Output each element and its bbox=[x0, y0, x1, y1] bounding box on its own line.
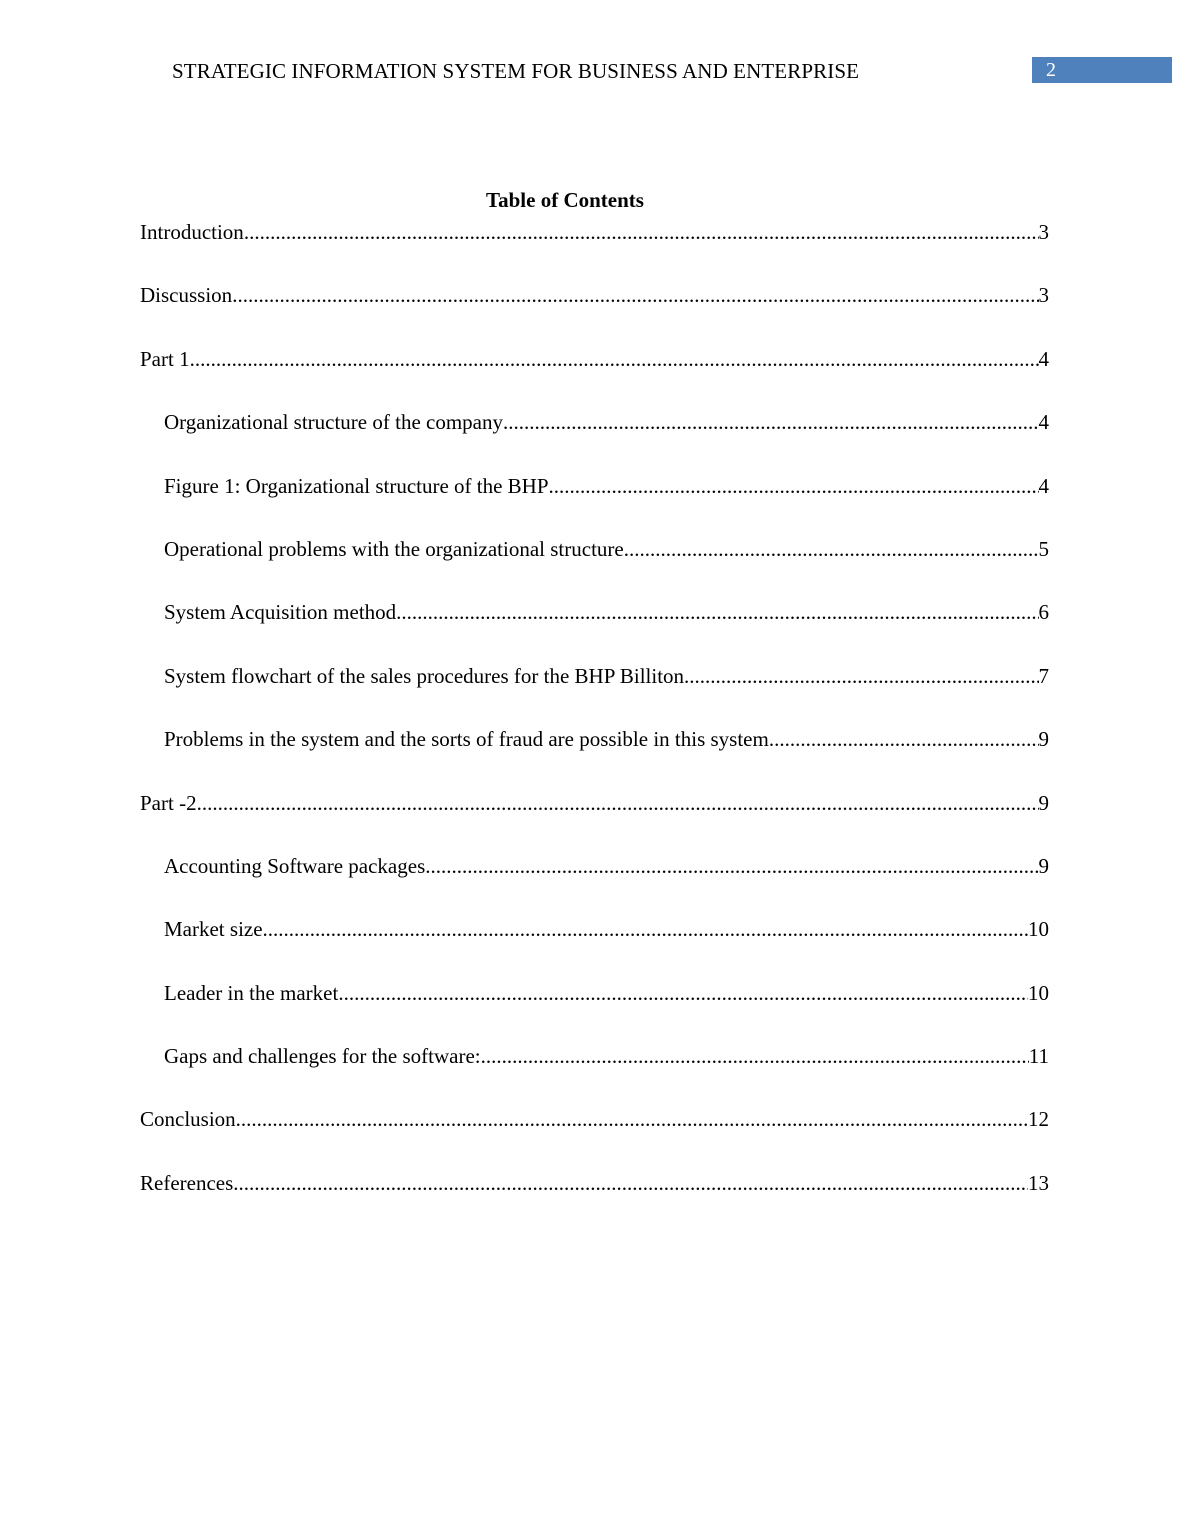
toc-entry-page: 9 bbox=[1038, 790, 1049, 815]
toc-entry-introduction[interactable] bbox=[140, 218, 1049, 281]
toc-entry-page: 11 bbox=[1028, 1044, 1049, 1069]
toc-entry-part-2[interactable] bbox=[140, 789, 1049, 852]
page-number: 2 bbox=[1046, 59, 1056, 81]
toc-entry-system-acquisition[interactable] bbox=[140, 598, 1049, 661]
toc-dot-leader bbox=[197, 789, 1039, 817]
toc-dot-leader bbox=[624, 535, 1039, 563]
toc-dot-leader bbox=[338, 979, 1028, 1007]
toc-entry-label: Part -2 bbox=[140, 790, 197, 815]
toc-entry-label: Part 1 bbox=[140, 346, 190, 371]
toc-entry-label: Accounting Software packages bbox=[164, 853, 426, 878]
toc-entry-conclusion[interactable] bbox=[140, 1105, 1049, 1168]
toc-entry-label: System flowchart of the sales procedures for the BHP Billiton bbox=[164, 663, 685, 688]
toc-entry-page: 6 bbox=[1038, 600, 1049, 625]
toc-dot-leader bbox=[232, 281, 1038, 309]
toc-entry-page: 10 bbox=[1028, 917, 1049, 942]
toc-entry-system-flowchart[interactable] bbox=[140, 662, 1049, 725]
toc-entry-accounting-software[interactable] bbox=[140, 852, 1049, 915]
toc-entry-label: Gaps and challenges for the software: bbox=[164, 1044, 481, 1069]
toc-dot-leader bbox=[425, 852, 1038, 880]
toc-entry-page: 4 bbox=[1038, 410, 1049, 435]
toc-entry-page: 10 bbox=[1028, 980, 1049, 1005]
toc-dot-leader bbox=[244, 218, 1039, 246]
toc-dot-leader bbox=[236, 1105, 1028, 1133]
toc-entry-page: 3 bbox=[1038, 220, 1049, 244]
toc-heading: Table of Contents bbox=[486, 188, 644, 212]
toc-entry-page: 4 bbox=[1038, 346, 1049, 371]
toc-entry-organizational-structure[interactable] bbox=[140, 408, 1049, 471]
toc-entry-label: Leader in the market bbox=[164, 980, 339, 1005]
toc-entry-page: 5 bbox=[1038, 536, 1049, 561]
toc-entry-label: Organizational structure of the company bbox=[164, 410, 503, 435]
toc-entry-references[interactable] bbox=[140, 1169, 1049, 1232]
toc-entry-discussion[interactable] bbox=[140, 281, 1049, 344]
toc-entry-label: Conclusion bbox=[140, 1107, 236, 1132]
toc-dot-leader bbox=[396, 598, 1038, 626]
toc-dot-leader bbox=[233, 1169, 1028, 1197]
toc-entry-page: 9 bbox=[1038, 727, 1049, 752]
toc-entry-label: Operational problems with the organizational structure bbox=[164, 536, 624, 561]
toc-dot-leader bbox=[769, 725, 1039, 753]
toc-entry-page: 12 bbox=[1028, 1107, 1049, 1132]
toc-dot-leader bbox=[503, 408, 1039, 436]
toc-dot-leader bbox=[549, 472, 1039, 500]
toc-entry-market-size[interactable] bbox=[140, 915, 1049, 978]
toc-entry-page: 4 bbox=[1038, 473, 1049, 498]
toc-entry-market-leader[interactable] bbox=[140, 979, 1049, 1042]
toc-entry-label: Market size bbox=[164, 917, 263, 942]
toc-dot-leader bbox=[263, 915, 1028, 943]
toc-entry-page: 9 bbox=[1038, 853, 1049, 878]
table-of-contents bbox=[140, 218, 1049, 1232]
toc-entry-page: 7 bbox=[1038, 663, 1049, 688]
toc-entry-gaps-challenges[interactable] bbox=[140, 1042, 1049, 1105]
toc-entry-label: Introduction bbox=[140, 220, 244, 244]
toc-dot-leader bbox=[481, 1042, 1029, 1070]
toc-dot-leader bbox=[190, 345, 1039, 373]
toc-entry-label: References bbox=[140, 1170, 234, 1195]
toc-entry-page: 3 bbox=[1038, 283, 1049, 308]
toc-entry-label: Discussion bbox=[140, 283, 233, 308]
toc-entry-label: System Acquisition method bbox=[164, 600, 397, 625]
toc-entry-label: Figure 1: Organizational structure of the BHP bbox=[164, 473, 549, 498]
toc-entry-label: Problems in the system and the sorts of fraud are possible in this system bbox=[164, 727, 769, 752]
toc-entry-page: 13 bbox=[1028, 1170, 1049, 1195]
toc-dot-leader bbox=[684, 662, 1038, 690]
running-header-title: STRATEGIC INFORMATION SYSTEM FOR BUSINESS AND ENTERPRISE bbox=[172, 59, 860, 83]
page-number-badge bbox=[1032, 57, 1172, 83]
toc-entry-figure-1[interactable] bbox=[140, 472, 1049, 535]
toc-entry-operational-problems[interactable] bbox=[140, 535, 1049, 598]
toc-entry-part-1[interactable] bbox=[140, 345, 1049, 408]
toc-entry-problems-fraud[interactable] bbox=[140, 725, 1049, 788]
